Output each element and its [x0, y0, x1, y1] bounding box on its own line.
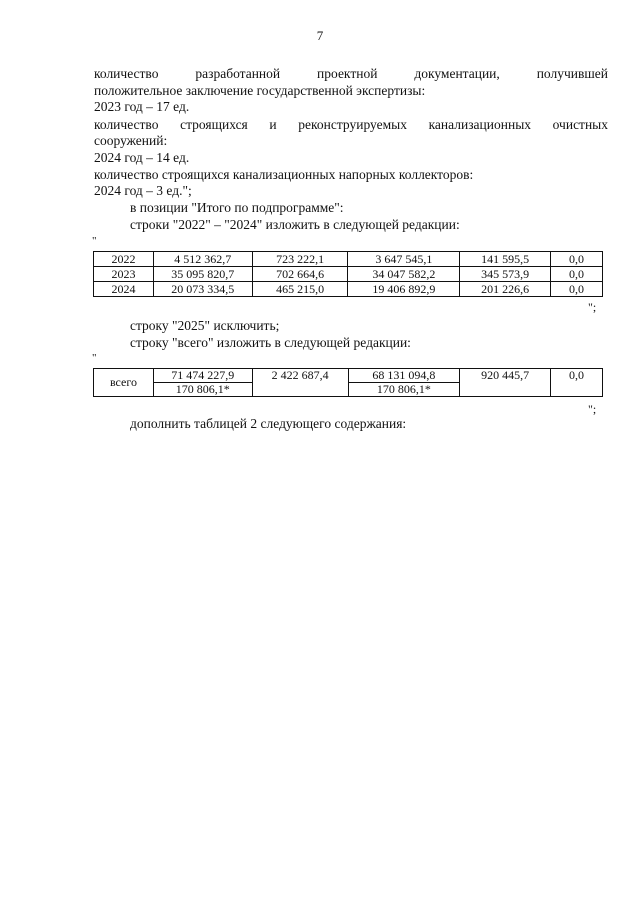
table-cell: 0,0 — [551, 282, 603, 297]
table-cell: 2022 — [94, 252, 154, 267]
regional-cell: 68 131 094,8 — [348, 369, 460, 383]
table-cell: 723 222,1 — [252, 252, 348, 267]
quote-open: " — [92, 235, 97, 247]
table-cell: 141 595,5 — [460, 252, 551, 267]
paragraph-line: строку "2025" исключить; — [130, 318, 280, 333]
paragraph-line: сооружений: — [94, 133, 168, 148]
table-row — [94, 267, 603, 282]
total-table — [93, 368, 603, 397]
table-row — [94, 369, 603, 383]
years-table — [93, 251, 603, 297]
page-number: 7 — [316, 28, 324, 43]
table-cell: 201 226,6 — [460, 282, 551, 297]
paragraph-line: в позиции "Итого по подпрограмме": — [130, 200, 344, 215]
row-label: всего — [94, 369, 154, 397]
local-cell: 920 445,7 — [460, 369, 551, 397]
paragraph-line: дополнить таблицей 2 следующего содержания: — [130, 416, 407, 431]
table-cell: 35 095 820,7 — [153, 267, 252, 282]
quote-open: " — [92, 352, 97, 364]
table-cell: 345 573,9 — [460, 267, 551, 282]
table-cell: 2024 — [94, 282, 154, 297]
paragraph-line: количество разработанной проектной документации, получившей — [94, 66, 608, 81]
federal-cell: 2 422 687,4 — [252, 369, 348, 397]
paragraph-line: положительное заключение государственной экспертизы: — [94, 83, 426, 98]
paragraph-line: 2023 год – 17 ед. — [94, 99, 190, 114]
regional-note-cell: 170 806,1* — [348, 383, 460, 397]
paragraph-line: количество строящихся и реконструируемых канализационных очистных — [94, 117, 608, 132]
paragraph-line: строки "2022" – "2024" изложить в следующей редакции: — [130, 217, 460, 232]
table-row — [94, 282, 603, 297]
table-cell: 20 073 334,5 — [153, 282, 252, 297]
table-row — [94, 252, 603, 267]
table-cell: 0,0 — [551, 267, 603, 282]
table-cell: 4 512 362,7 — [153, 252, 252, 267]
table-cell: 34 047 582,2 — [348, 267, 460, 282]
table-cell: 465 215,0 — [252, 282, 348, 297]
paragraph-line: 2024 год – 3 ед."; — [94, 183, 192, 198]
quote-close: "; — [588, 402, 597, 416]
total-note-cell: 170 806,1* — [153, 383, 252, 397]
table-cell: 3 647 545,1 — [348, 252, 460, 267]
table-cell: 0,0 — [551, 252, 603, 267]
paragraph-line: количество строящихся канализационных напорных коллекторов: — [94, 167, 474, 182]
paragraph-line: 2024 год – 14 ед. — [94, 150, 190, 165]
total-cell: 71 474 227,9 — [153, 369, 252, 383]
other-cell: 0,0 — [551, 369, 603, 397]
table-cell: 702 664,6 — [252, 267, 348, 282]
paragraph-line: строку "всего" изложить в следующей редакции: — [130, 335, 411, 350]
table-cell: 19 406 892,9 — [348, 282, 460, 297]
table-cell: 2023 — [94, 267, 154, 282]
quote-close: "; — [588, 300, 597, 314]
